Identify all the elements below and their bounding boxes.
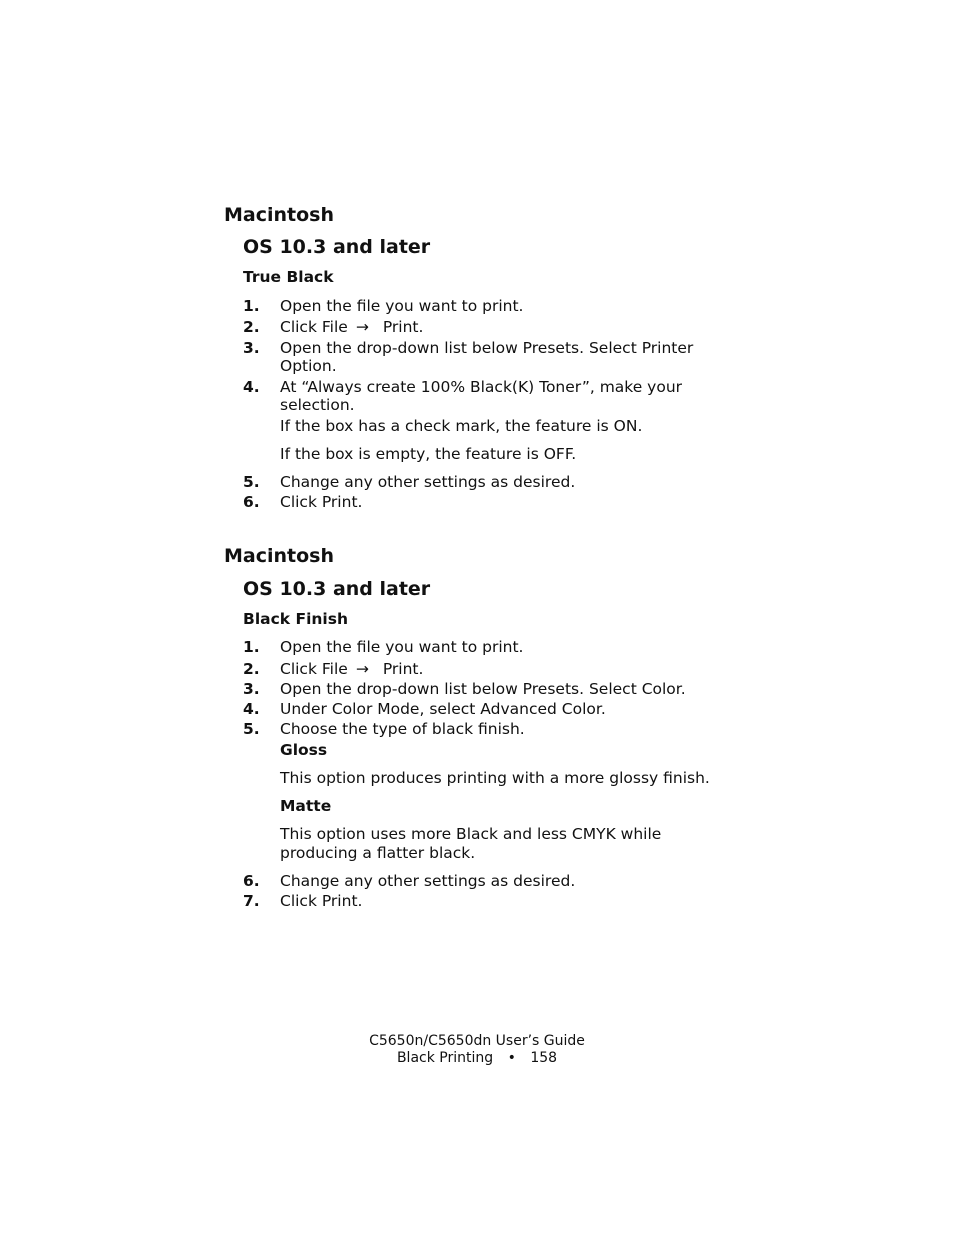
step-text: Click Print. [280, 892, 363, 910]
step-number: 3. [243, 339, 260, 357]
section-subheading: OS 10.3 and later [243, 236, 431, 258]
step-text [280, 318, 423, 336]
footer-guide-title: C5650n/C5650dn User’s Guide [369, 1033, 585, 1049]
procedure-title: True Black [243, 268, 334, 286]
option-description-line: This option uses more Black and less CMYK while [280, 825, 662, 843]
step-text: Change any other settings as desired. [280, 473, 576, 491]
option-description: This option produces printing with a more glossy finish. [280, 769, 710, 787]
step-text: Open the file you want to print. [280, 297, 524, 315]
note-text: If the box is empty, the feature is OFF. [280, 445, 577, 463]
step-number: 6. [243, 493, 260, 511]
step-number: 5. [243, 720, 260, 738]
step-text: Click Print. [280, 493, 363, 511]
note-text: If the box has a check mark, the feature is ON. [280, 417, 643, 435]
step-text-before: Click File [280, 660, 348, 678]
step-number: 6. [243, 872, 260, 890]
option-name-matte: Matte [280, 797, 332, 815]
step-text-line: Option. [280, 357, 337, 375]
section-heading: Macintosh [224, 204, 335, 226]
step-text: Choose the type of black finish. [280, 720, 525, 738]
step-number: 4. [243, 700, 260, 718]
page-number: 158 [530, 1050, 558, 1066]
step-text-after: Print. [382, 318, 424, 336]
step-number: 1. [243, 638, 260, 656]
procedure-title: Black Finish [243, 610, 348, 628]
step-text-after: Print. [382, 660, 424, 678]
arrow-icon: → [355, 660, 369, 678]
step-number: 2. [243, 660, 260, 678]
option-description-line: producing a flatter black. [280, 844, 476, 862]
option-name-gloss: Gloss [280, 741, 328, 759]
step-text-line: selection. [280, 396, 355, 414]
step-number: 3. [243, 680, 260, 698]
step-number: 4. [243, 378, 260, 396]
step-text: Open the drop-down list below Presets. Select Color. [280, 680, 686, 698]
step-number: 5. [243, 473, 260, 491]
step-text-before: Click File [280, 318, 348, 336]
step-text: Under Color Mode, select Advanced Color. [280, 700, 606, 718]
step-text-line: At “Always create 100% Black(K) Toner”, make your [280, 378, 683, 396]
section-heading: Macintosh [224, 545, 335, 567]
step-number: 1. [243, 297, 260, 315]
step-text [280, 660, 423, 678]
footer-page-info [0, 1050, 954, 1066]
step-text: Change any other settings as desired. [280, 872, 576, 890]
arrow-icon: → [355, 318, 369, 336]
step-number: 7. [243, 892, 260, 910]
step-number: 2. [243, 318, 260, 336]
section-subheading: OS 10.3 and later [243, 578, 431, 600]
step-text: Open the file you want to print. [280, 638, 524, 656]
step-text-line: Open the drop-down list below Presets. Select Printer [280, 339, 694, 357]
footer-chapter: Black Printing [396, 1050, 494, 1066]
bullet-icon: • [507, 1050, 516, 1066]
